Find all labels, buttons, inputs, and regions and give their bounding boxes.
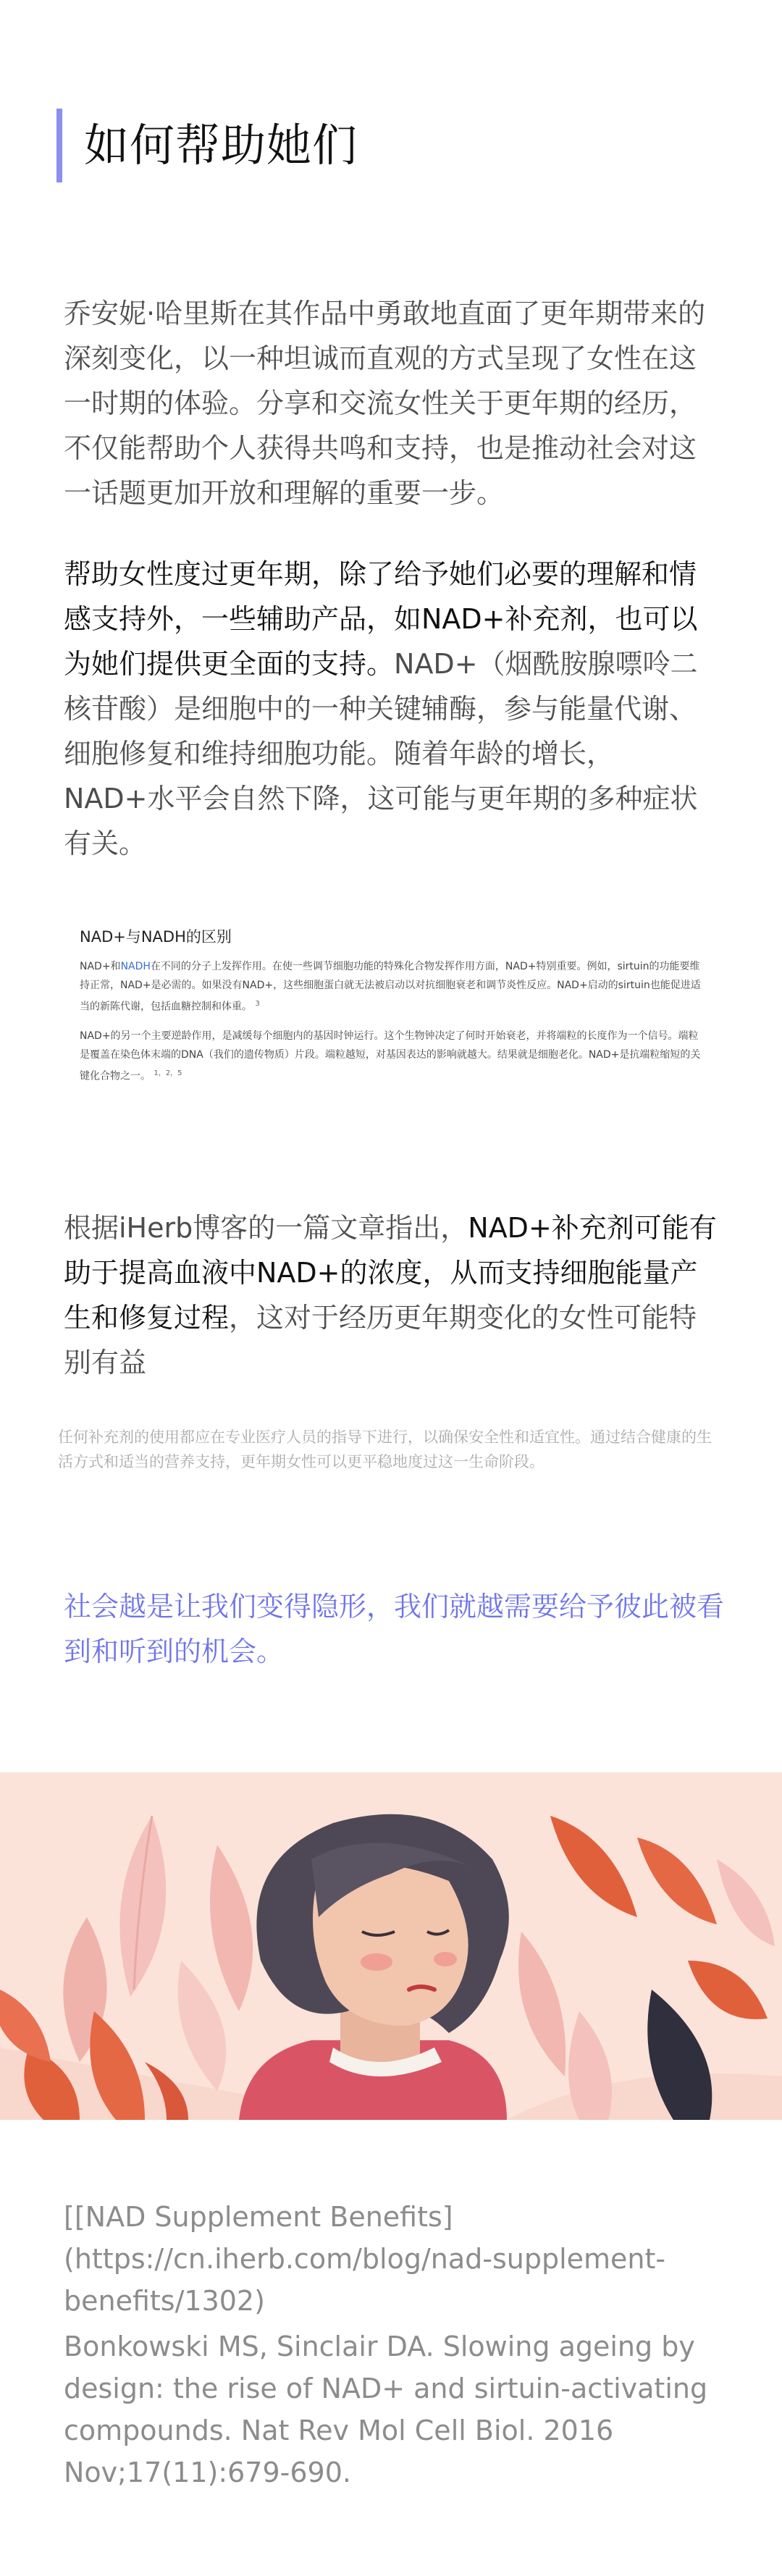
highlight-quote: 社会越是让我们变得隐形，我们就越需要给予彼此被看到和听到的机会。	[64, 1591, 725, 1667]
menopause-woman-illustration	[0, 1772, 782, 2120]
screenshot-title: NAD+与NADH的区别	[80, 928, 232, 946]
screenshot-text: 在不同的分子上发挥作用。在使一些调节细胞功能的特殊化合物发挥作用方面，NAD+特别重要。例如，sirtuin的功能要维持正常，NAD+是必需的。如果没有NAD+，这些细胞蛋白就无法被启动以对抗细胞衰老和调节炎性反应。NAD+启动的sirtuin也能促进适当的新陈代谢，包括血糖控制和体重。	[80, 961, 701, 1013]
reference-citation: Bonkowski MS, Sinclair DA. Slowing ageing by design: the rise of NAD+ and sirtuin-activating compounds. Nat Rev Mol Cell Biol. 2016 Nov;17(11):679-690.	[64, 2331, 708, 2488]
reference-link[interactable]: [[NAD Supplement Benefits](https://cn.iherb.com/blog/nad-supplement-benefits/1302)	[64, 2201, 666, 2317]
paragraph-iherb	[64, 1205, 719, 1385]
paragraph-intro: 乔安妮·哈里斯在其作品中勇敢地直面了更年期带来的深刻变化，以一种坦诚而直观的方式呈现了女性在这一时期的体验。分享和交流女性关于更年期的经历，不仅能帮助个人获得共鸣和支持，也是推动社会对这一话题更加开放和理解的重要一步。	[64, 298, 706, 509]
paragraph-iherb-rest: ，这对于经历更年期变化的女性可能特别有益	[64, 1302, 697, 1379]
paragraph-iherb-lead: 根据iHerb博客的一篇文章指出，	[64, 1212, 468, 1244]
screenshot-text: NAD+和	[80, 961, 121, 972]
citation-superscript: 3	[255, 1000, 260, 1008]
heading-text: 如何帮助她们	[84, 119, 358, 172]
screenshot-text: NAD+的另一个主要逆龄作用，是减缓每个细胞内的基因时钟运行。这个生物钟决定了何时开始衰老，并将端粒的长度作为一个信号。端粒是覆盖在染色体末端的DNA（我们的遗传物质）片段。端粒越短，对基因表达的影响就越大。结果就是细胞老化。NAD+是抗端粒缩短的关键化合物之一。	[80, 1030, 701, 1082]
disclaimer-note: 任何补充剂的使用都应在专业医疗人员的指导下进行，以确保安全性和适宜性。通过结合健康的生活方式和适当的营养支持，更年期女性可以更平稳地度过这一生命阶段。	[58, 1428, 712, 1470]
illustration-svg	[0, 1772, 782, 2120]
screenshot-paragraph-1	[80, 957, 702, 1016]
nadh-link[interactable]: NADH	[120, 961, 151, 972]
section-heading	[56, 109, 358, 182]
paragraph-iherb-strong: NAD+补充剂可能有助于提高血液中NAD+的浓度，从而支持细胞能量产生和修复过程	[64, 1212, 717, 1334]
paragraph-support	[64, 552, 719, 866]
paragraph-support-strong: 帮助女性度过更年期，除了给予她们必要的理解和情感支持外，一些辅助产品，如NAD+补充剂，也可以为她们提供更全面的支持。	[64, 558, 698, 680]
screenshot-paragraph-2	[80, 1027, 702, 1086]
citation-superscript: 1，2，5	[154, 1069, 182, 1077]
woman-figure	[239, 1814, 509, 2120]
embedded-article-screenshot	[80, 925, 702, 1110]
paragraph-support-rest: NAD+（烟酰胺腺嘌呤二核苷酸）是细胞中的一种关键辅酶，参与能量代谢、细胞修复和维持细胞功能。随着年龄的增长，NAD+水平会自然下降，这可能与更年期的多种症状有关。	[64, 648, 698, 859]
